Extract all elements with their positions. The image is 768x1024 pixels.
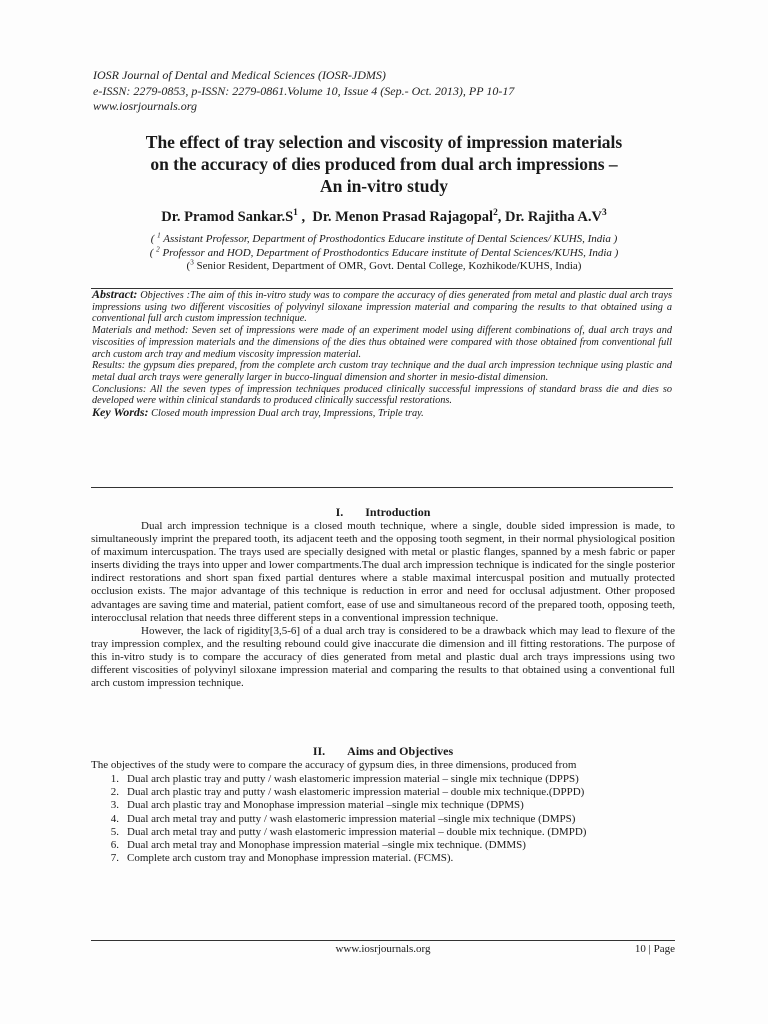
affiliation-3 — [60, 260, 708, 274]
affiliation-3-open: ( — [186, 260, 191, 272]
journal-header — [93, 68, 514, 115]
list-item-text: Dual arch plastic tray and putty / wash elastomeric impression material – single mix technique (DPPS) — [127, 773, 579, 785]
footer-url[interactable]: www.iosrjournals.org — [335, 943, 431, 955]
abstract-methods: Materials and method: Seven set of impressions were made of an experiment model using different combinations of, dual arch trays and viscosities of impression materials and the dimensions of the dies thus obtained were compared with those obtained from conventional full arch custom arch tray and medium viscosity impression material. — [92, 325, 672, 360]
abstract-objectives — [92, 289, 672, 325]
objectives-list — [91, 773, 675, 865]
list-item-text: Dual arch metal tray and putty / wash elastomeric impression material – double mix technique. (DMPD) — [127, 825, 587, 838]
abstract-conclusions: Conclusions: All the seven types of impression techniques produced clinically successful impressions of standard brass die and dies so developed were within clinical standards to produced clinically successful restorations. — [92, 383, 672, 407]
author-3: Dr. Rajitha A.V — [505, 209, 602, 225]
author-list — [60, 208, 708, 226]
title-line-1: The effect of tray selection and viscosity of impression materials — [145, 132, 623, 152]
list-item-text: Dual arch metal tray and Monophase impression material –single mix technique. (DMMS) — [127, 839, 526, 852]
affiliation-3-sup: 3 — [190, 258, 194, 267]
list-item — [91, 799, 675, 812]
affiliation-2-text: Professor and HOD, Department of Prosthodontics Educare institute of Dental Sciences/KUHS, India ) — [159, 246, 619, 259]
title-line-2: on the accuracy of dies produced from dual arch impressions – — [150, 154, 618, 174]
list-item — [91, 813, 675, 826]
intro-paragraph-1: Dual arch impression technique is a closed mouth technique, where a single, double sided impression is made, to simultaneously imprint the prepared tooth, its adjacent teeth and the opposing tooth segment, in their normal physiological position of maximum intercuspation. The trays used are specially designed with metal or plastic flanges, spanned by a mesh fabric or paper inserts dividing the trays into upper and lower compartments.The dual arch impression technique is indicated for the single posterior indirect restorations and short span fixed partial dentures where a stable maximal intercuspal position and mutually protected occlusion exists. The major advantage of this technique is reduction in error and need for occlusal adjustment. Other proposed advantages are saving time and material, patient comfort, ease of use and simultaneous record of the prepared tooth, opposing teeth, interocclusal relation that needs three different steps in a conventional impression technique. — [91, 520, 675, 624]
author-1: Dr. Pramod Sankar.S — [161, 209, 294, 225]
affiliation-1-open: ( — [150, 233, 158, 245]
keywords-text: Closed mouth impression Dual arch tray, Impressions, Triple tray. — [148, 408, 424, 420]
journal-issn-volume: e-ISSN: 2279-0853, p-ISSN: 2279-0861.Volume 10, Issue 4 (Sep.- Oct. 2013), PP 10-17 — [93, 83, 515, 98]
list-item — [91, 839, 675, 852]
author-separator-1: , — [297, 209, 313, 225]
affiliation-2 — [60, 244, 708, 261]
author-separator-2: , — [497, 209, 506, 225]
list-item — [91, 773, 675, 786]
journal-name: IOSR Journal of Dental and Medical Sciences (IOSR-JDMS) — [93, 68, 386, 82]
affiliation-2-open: ( — [149, 246, 157, 259]
list-item-text: Dual arch metal tray and putty / wash elastomeric impression material –single mix technique (DMPS) — [127, 812, 576, 825]
abstract-label: Abstract: — [92, 287, 138, 301]
abstract-objectives-text: Objectives :The aim of this in-vitro study was to compare the accuracy of dies generated from metal and plastic dual arch trays impressions using two different viscosities of polyvinyl siloxane impression material and comparing the results to that obtained using a conventional full arch custom impression technique. — [92, 290, 672, 325]
introduction-body — [91, 520, 675, 690]
list-item-number: 5. — [110, 825, 119, 838]
list-item-number: 1. — [110, 773, 119, 785]
list-item-text: Dual arch plastic tray and Monophase impression material –single mix technique (DPMS) — [127, 799, 524, 812]
title-line-3: An in-vitro study — [319, 176, 449, 196]
section-number-2: II. — [312, 744, 326, 758]
section-title-aims: Aims and Objectives — [347, 744, 454, 758]
aims-intro-text: The objectives of the study were to compare the accuracy of gypsum dies, in three dimensions, produced from — [91, 759, 577, 771]
footer-divider — [91, 940, 675, 941]
keywords-label: Key Words: — [92, 405, 149, 420]
section-heading-introduction — [91, 505, 675, 519]
abstract-box — [91, 288, 673, 488]
list-item — [91, 826, 675, 839]
list-item-number: 4. — [110, 812, 119, 825]
intro-paragraph-2: However, the lack of rigidity[3,5-6] of a dual arch tray is considered to be a drawback which may lead to flexure of the tray impression complex, and the resulting rebound could give inaccurate die dimension and ill fitting restorations. The purpose of this in-vitro study is to compare the accuracy of dies generated from metal and plastic dual arch trays impressions using two different viscosities of polyvinyl siloxane impression material and comparing the results to that obtained using a conventional full arch custom impression technique. — [91, 624, 675, 690]
author-2-sup: 2 — [493, 208, 498, 219]
list-item-number: 2. — [110, 786, 119, 799]
affiliation-1-text: Assistant Professor, Department of Prosthodontics Educare institute of Dental Sciences/ KUHS, India ) — [160, 233, 618, 245]
abstract-keywords — [92, 407, 672, 420]
journal-website: www.iosrjournals.org — [93, 99, 198, 113]
list-item-number: 3. — [110, 799, 119, 812]
list-item-number: 7. — [110, 852, 119, 865]
section-title-introduction: Introduction — [365, 505, 431, 519]
abstract-results: Results: the gypsum dies prepared, from the complete arch custom tray technique and the dual arch impression technique using plastic and metal dual arch trays were generally larger in bucco-lingual dimension and shorter in mesio-distal dimension. — [92, 360, 672, 383]
affiliation-1-sup: 1 — [157, 231, 161, 240]
list-item — [91, 786, 675, 799]
affiliation-2-sup: 2 — [156, 244, 160, 253]
list-item-number: 6. — [110, 839, 119, 852]
section-heading-aims — [91, 744, 675, 758]
page-number: 10 | Page — [634, 943, 675, 955]
paper-title — [60, 131, 708, 197]
affiliation-3-text: Senior Resident, Department of OMR, Govt. Dental College, Kozhikode/KUHS, India) — [193, 260, 582, 272]
list-item — [91, 852, 675, 865]
list-item-text: Complete arch custom tray and Monophase impression material. (FCMS). — [127, 852, 454, 865]
list-item-text: Dual arch plastic tray and putty / wash elastomeric impression material – double mix technique.(DPPD) — [127, 786, 585, 799]
affiliations — [60, 233, 708, 274]
author-3-sup: 3 — [602, 208, 607, 219]
author-1-sup: 1 — [293, 208, 298, 219]
section-number-1: I. — [335, 505, 344, 519]
aims-intro — [91, 759, 675, 772]
author-2: Dr. Menon Prasad Rajagopal — [312, 209, 494, 225]
